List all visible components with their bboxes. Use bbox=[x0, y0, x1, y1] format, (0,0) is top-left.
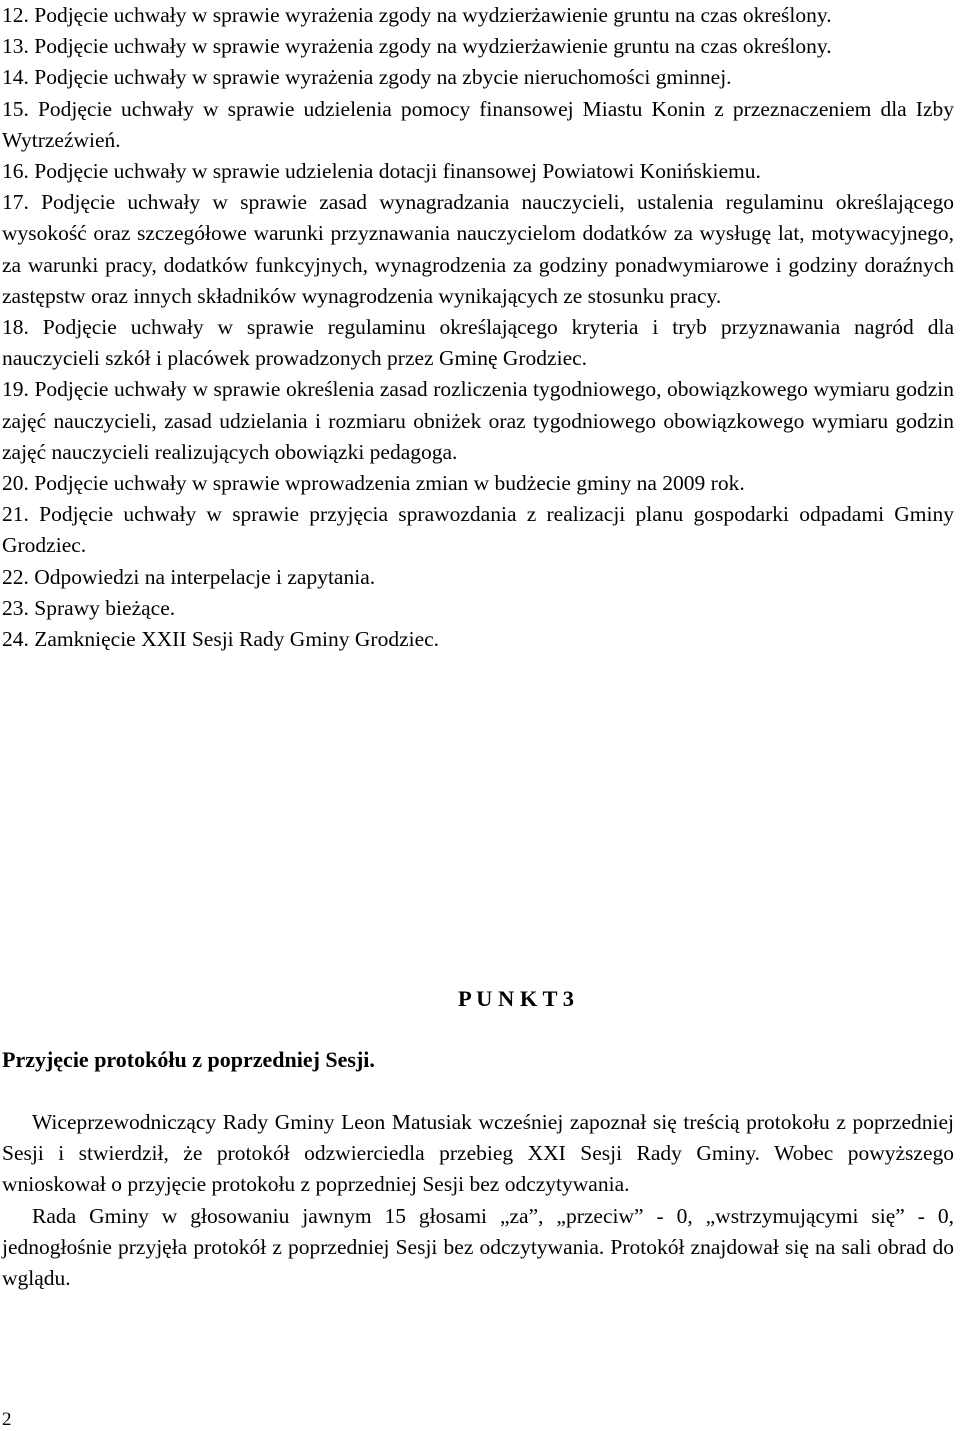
agenda-item-15: 15. Podjęcie uchwały w sprawie udzielenia pomocy finansowej Miastu Konin z przeznaczeniem dla Izby Wytrzeźwień. bbox=[2, 96, 954, 152]
section-title: Przyjęcie protokółu z poprzedniej Sesji. bbox=[2, 1047, 375, 1072]
agenda-item-23: 23. Sprawy bieżące. bbox=[2, 595, 176, 620]
agenda-item-20: 20. Podjęcie uchwały w sprawie wprowadzenia zmian w budżecie gminy na 2009 rok. bbox=[2, 471, 745, 496]
agenda-item-14: 14. Podjęcie uchwały w sprawie wyrażenia zgody na zbycie nieruchomości gminnej. bbox=[2, 65, 732, 90]
agenda-item-18: 18. Podjęcie uchwały w sprawie regulaminu określającego kryteria i tryb przyznawania nagród dla nauczycieli szkół i placówek prowadzonych przez Gminę Grodziec. bbox=[2, 315, 954, 371]
agenda-item-17: 17. Podjęcie uchwały w sprawie zasad wynagradzania nauczycieli, ustalenia regulaminu określającego wysokość oraz szczegółowe warunki przyznawania nauczycielom dodatków za wysługę lat, motywacyjnego, za warunki pracy, dodatków funkcyjnych, wynagrodzenia za godziny ponadwymiarowe i godziny doraźnych zastępstw oraz innych składników wynagrodzenia wynikających ze stosunku pracy. bbox=[2, 190, 954, 308]
agenda-item-16: 16. Podjęcie uchwały w sprawie udzielenia dotacji finansowej Powiatowi Konińskiemu. bbox=[2, 159, 761, 184]
agenda-item-12: 12. Podjęcie uchwały w sprawie wyrażenia zgody na wydzierżawienie gruntu na czas określony. bbox=[2, 3, 832, 27]
agenda-item-24: 24. Zamknięcie XXII Sesji Rady Gminy Grodziec. bbox=[2, 627, 440, 652]
agenda-list bbox=[2, 0, 954, 655]
punkt-heading: P U N K T 3 bbox=[457, 986, 575, 1011]
agenda-item-22: 22. Odpowiedzi na interpelacje i zapytania. bbox=[2, 564, 376, 589]
body-text bbox=[2, 1107, 954, 1294]
page-number: 2 bbox=[2, 1409, 12, 1430]
agenda-item-19: 19. Podjęcie uchwały w sprawie określenia zasad rozliczenia tygodniowego, obowiązkowego wymiaru godzin zajęć nauczycieli, zasad udzielania i rozmiaru obniżek oraz tygodniowego obowiązkowego wymiaru godzin zajęć nauczycieli realizujących obowiązki pedagoga. bbox=[2, 377, 954, 464]
agenda-item-13: 13. Podjęcie uchwały w sprawie wyrażenia zgody na wydzierżawienie gruntu na czas określony. bbox=[2, 34, 832, 59]
agenda-item-21: 21. Podjęcie uchwały w sprawie przyjęcia sprawozdania z realizacji planu gospodarki odpadami Gminy Grodziec. bbox=[2, 502, 954, 558]
body-paragraph-2: Rada Gminy w głosowaniu jawnym 15 głosami „za”, „przeciw” - 0, „wstrzymującymi się” - 0, jednogłośnie przyjęła protokół z poprzedniej Sesji bez odczytywania. Protokół znajdował się na sali obrad do wglądu. bbox=[2, 1203, 954, 1291]
body-paragraph-1: Wiceprzewodniczący Rady Gminy Leon Matusiak wcześniej zapoznał się treścią protokołu z poprzedniej Sesji i stwierdził, że protokół odzwierciedla przebieg XXI Sesji Rady Gminy. Wobec powyższego wnioskował o przyjęcie protokołu z poprzedniej Sesji bez odczytywania. bbox=[2, 1110, 954, 1197]
